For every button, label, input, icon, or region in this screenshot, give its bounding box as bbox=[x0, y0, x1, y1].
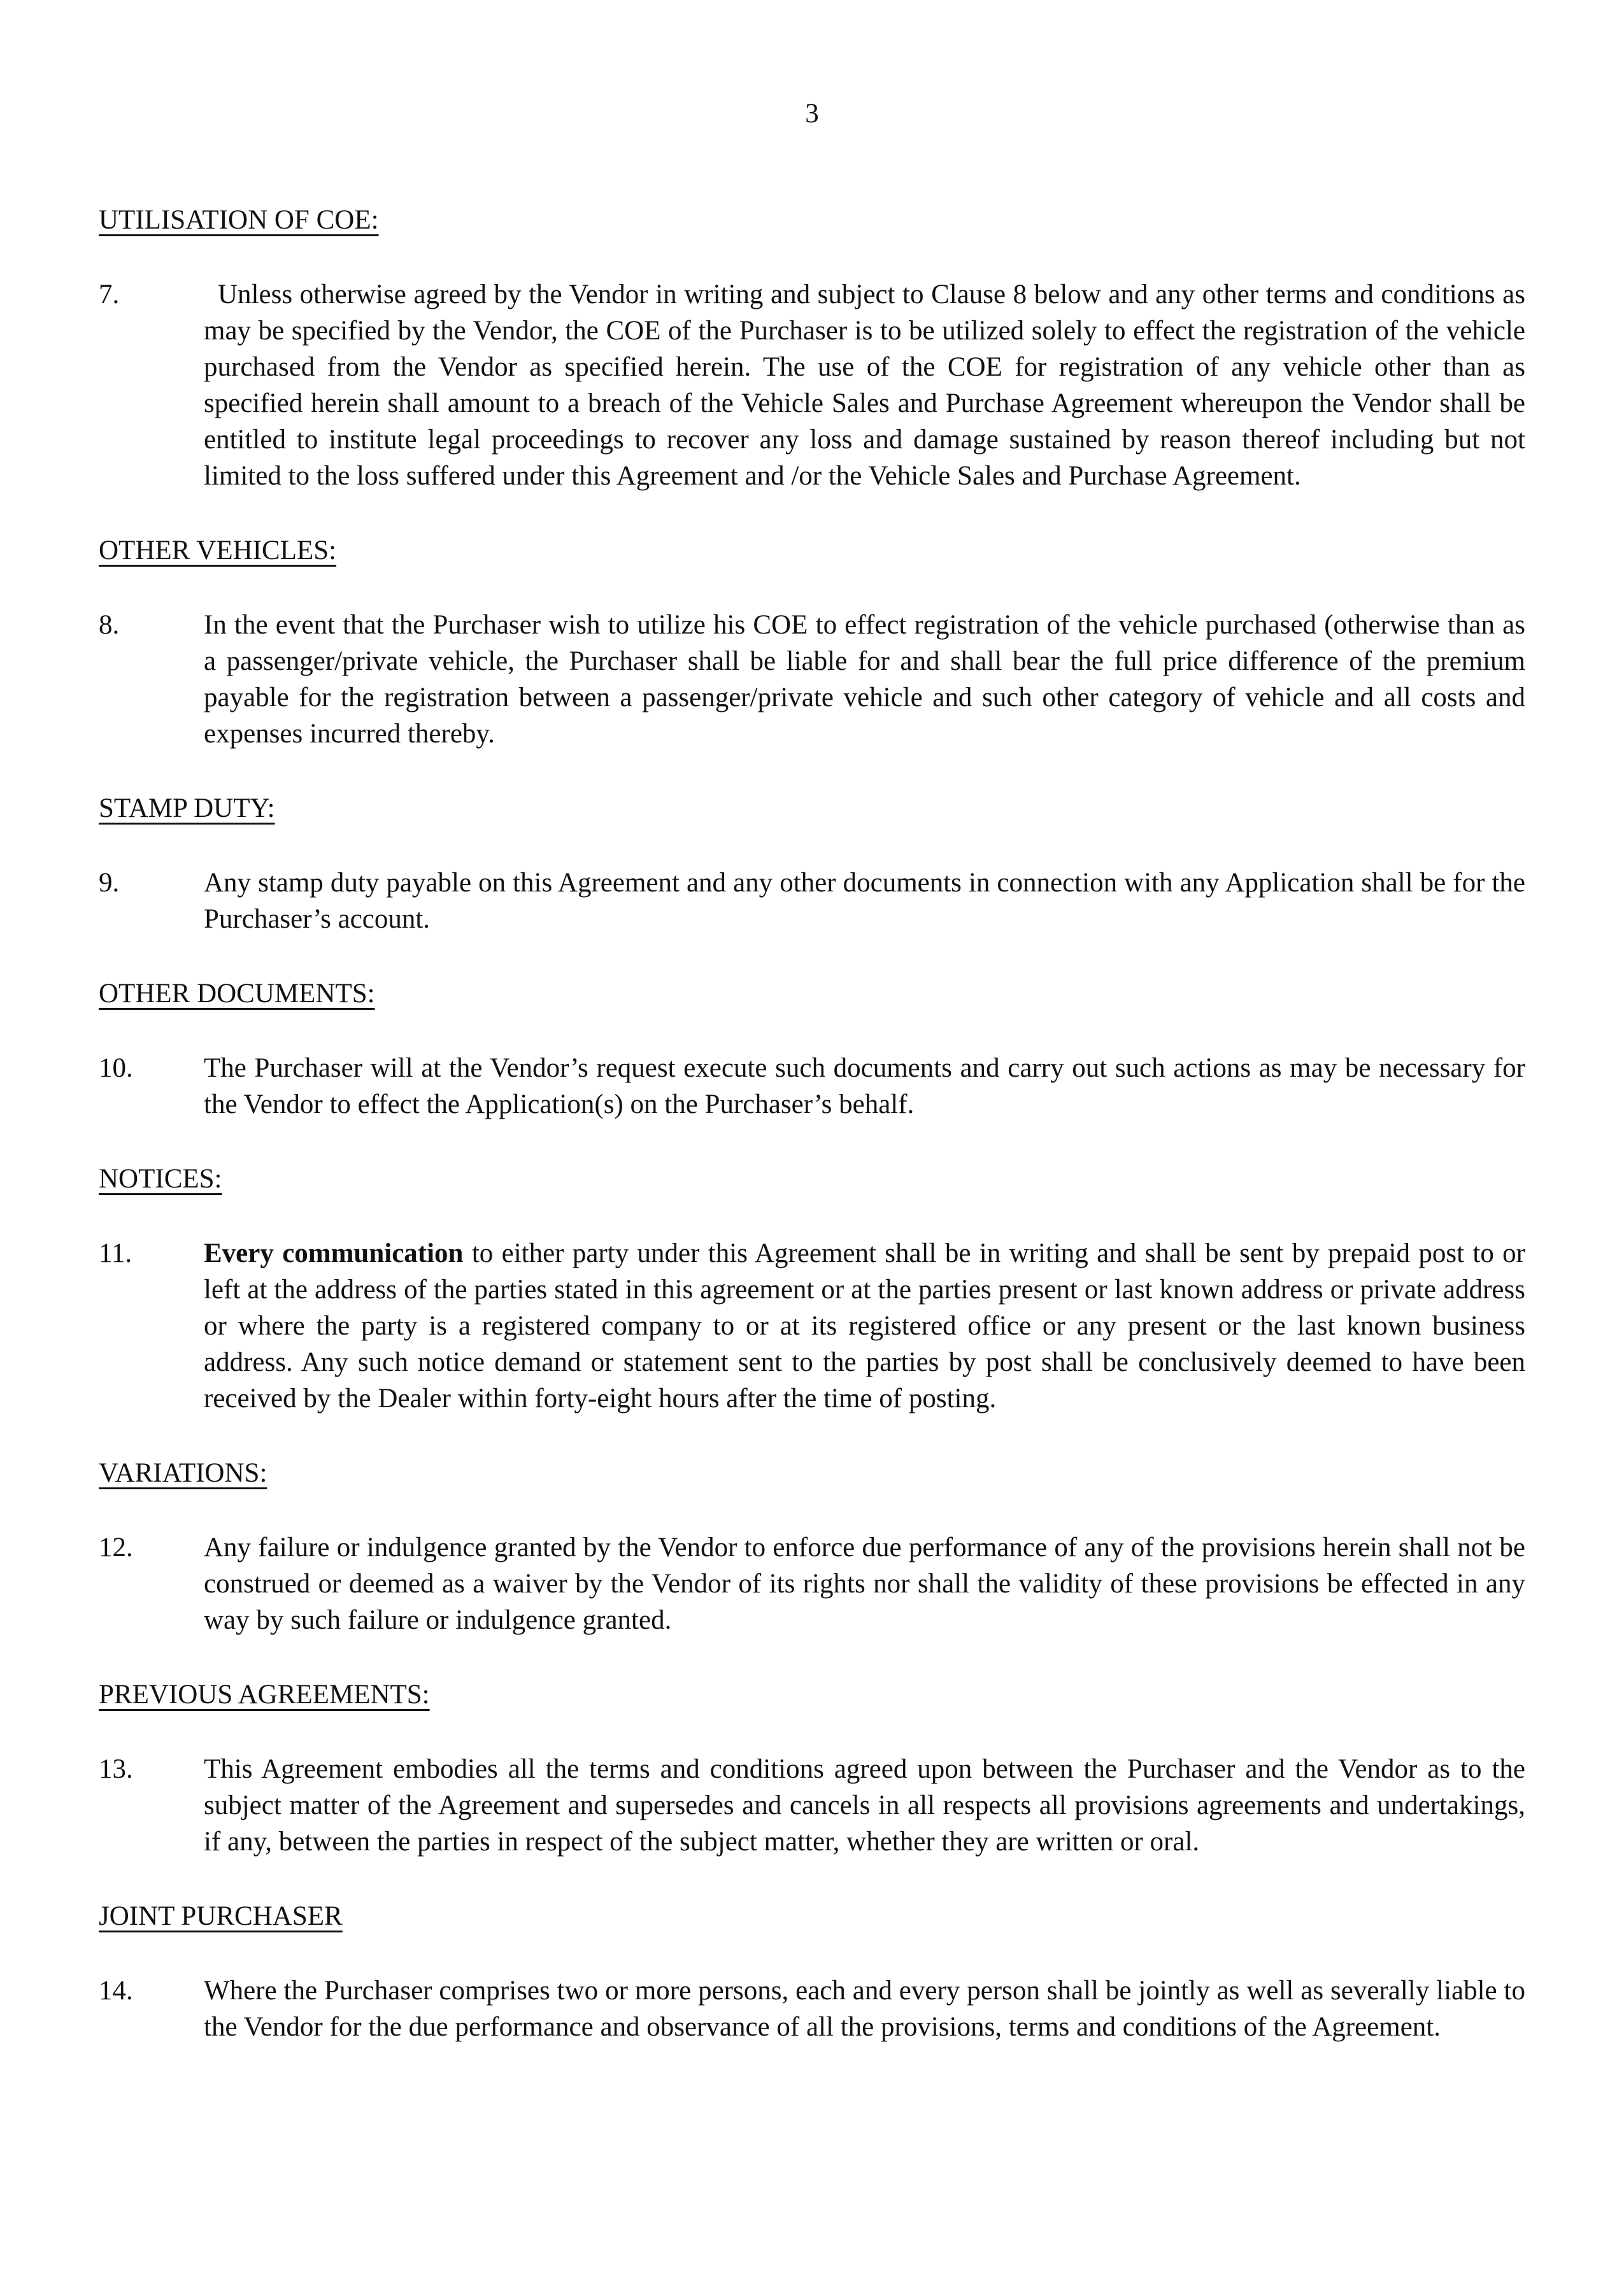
clause-7 bbox=[99, 276, 1525, 494]
clause-number: 11. bbox=[99, 1238, 132, 1268]
clause-9 bbox=[99, 865, 1525, 937]
clause-14 bbox=[99, 1973, 1525, 2045]
section-heading-stamp-duty bbox=[99, 790, 1525, 826]
clause-text: This Agreement embodies all the terms and conditions agreed upon between the Purchaser and the Vendor as to the subject matter of the Agreement and supersedes and cancels in all respects all provisions agreements and undertakings, if any, between the parties in respect of the subject matter, whether they are written or oral. bbox=[204, 1754, 1525, 1857]
clause-number: 7. bbox=[99, 280, 120, 309]
clause-text: Any stamp duty payable on this Agreement and any other documents in connection with any Application shall be for the Purchaser’s account. bbox=[204, 868, 1525, 934]
clause-bold-lead: Every communication bbox=[204, 1238, 464, 1268]
heading-text: JOINT PURCHASER bbox=[99, 1901, 343, 1931]
clause-number: 9. bbox=[99, 868, 120, 898]
section-heading-previous-agreements bbox=[99, 1676, 1525, 1713]
section-heading-variations bbox=[99, 1455, 1525, 1491]
page-number: 3 bbox=[805, 99, 819, 129]
clause-text: The Purchaser will at the Vendor’s request execute such documents and carry out such actions as may be necessary for the Vendor to effect the Application(s) on the Purchaser’s behalf. bbox=[204, 1053, 1525, 1119]
heading-text: STAMP DUTY: bbox=[99, 793, 275, 823]
heading-text: OTHER VEHICLES: bbox=[99, 535, 337, 565]
section-heading-utilisation-of-coe bbox=[99, 202, 1525, 238]
clause-text: Any failure or indulgence granted by the Vendor to enforce due performance of any of the provisions herein shall not be construed or deemed as a waiver by the Vendor of its rights nor shall the validity of these provisions be effected in any way by such failure or indulgence granted. bbox=[204, 1533, 1525, 1635]
heading-text: PREVIOUS AGREEMENTS: bbox=[99, 1680, 430, 1710]
clause-13 bbox=[99, 1751, 1525, 1860]
heading-text: OTHER DOCUMENTS: bbox=[99, 979, 375, 1009]
clause-number: 14. bbox=[99, 1976, 133, 2006]
clause-number: 12. bbox=[99, 1533, 133, 1563]
section-heading-other-documents bbox=[99, 975, 1525, 1012]
clause-text: Unless otherwise agreed by the Vendor in writing and subject to Clause 8 below and any other terms and conditions as may be specified by the Vendor, the COE of the Purchaser is to be utilized solely to effect the registration of the vehicle purchased from the Vendor as specified herein. The use of the COE for registration of any vehicle other than as specified herein shall amount to a breach of the Vehicle Sales and Purchase Agreement whereupon the Vendor shall be entitled to institute legal proceedings to recover any loss and damage sustained by reason thereof including but not limited to the loss suffered under this Agreement and /or the Vehicle Sales and Purchase Agreement. bbox=[204, 280, 1525, 491]
clause-number: 13. bbox=[99, 1754, 133, 1784]
section-heading-notices bbox=[99, 1161, 1525, 1197]
section-heading-other-vehicles bbox=[99, 532, 1525, 569]
clause-text: Where the Purchaser comprises two or more persons, each and every person shall be jointly as well as severally liable to the Vendor for the due performance and observance of all the provisions, terms and conditions of the Agreement. bbox=[204, 1976, 1525, 2042]
clause-11 bbox=[99, 1235, 1525, 1417]
clause-number: 10. bbox=[99, 1053, 133, 1083]
heading-text: NOTICES: bbox=[99, 1164, 222, 1194]
clause-number: 8. bbox=[99, 610, 120, 640]
heading-text: VARIATIONS: bbox=[99, 1458, 267, 1488]
clause-10 bbox=[99, 1050, 1525, 1123]
clause-8 bbox=[99, 607, 1525, 752]
clause-text: In the event that the Purchaser wish to utilize his COE to effect registration of the vehicle purchased (otherwise than as a passenger/private vehicle, the Purchaser shall be liable for and shall bear the full price difference of the premium payable for the registration between a passenger/private vehicle and such other category of vehicle and all costs and expenses incurred thereby. bbox=[204, 610, 1525, 749]
clause-text-body: to either party under this Agreement shall be in writing and shall be sent by prepaid post to or left at the address of the parties stated in this agreement or at the parties present or last known address or private address or where the party is a registered company to or at its registered office or any present or the last known business address. Any such notice demand or statement sent to the parties by post shall be conclusively deemed to have been received by the Dealer within forty-eight hours after the time of posting. bbox=[204, 1238, 1525, 1414]
clause-text bbox=[204, 1235, 1525, 1417]
section-heading-joint-purchaser bbox=[99, 1898, 1525, 1934]
heading-text: UTILISATION OF COE: bbox=[99, 205, 379, 235]
clause-12 bbox=[99, 1529, 1525, 1638]
